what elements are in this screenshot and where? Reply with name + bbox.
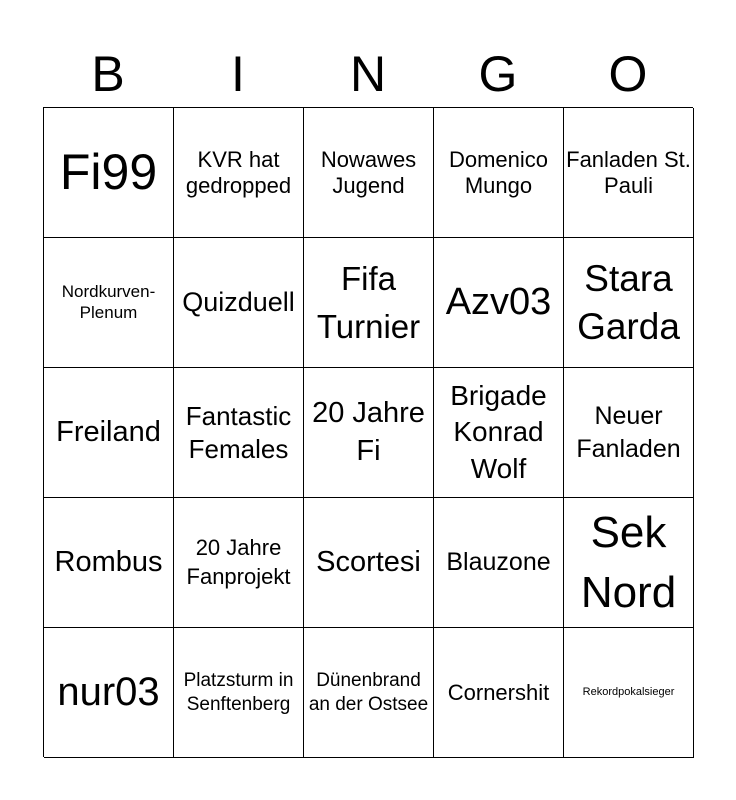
cell-label: KVR hat gedropped (185, 146, 292, 198)
bingo-cell[interactable] (564, 628, 694, 758)
cell-label: 20 Jahre Fi (312, 397, 425, 467)
bingo-cell[interactable] (304, 628, 434, 758)
cell-label: Dünenbrand an der Ostsee (308, 669, 429, 715)
cell-label: Stara Garda (577, 258, 680, 347)
header-letter-b: B (91, 46, 125, 102)
cell-label: Quizduell (182, 286, 295, 317)
bingo-cell[interactable] (434, 238, 564, 368)
bingo-cell[interactable] (304, 108, 434, 238)
bingo-cell[interactable] (174, 108, 304, 238)
bingo-cell[interactable] (564, 108, 694, 238)
header-letter-n: N (349, 46, 387, 102)
cell-label: Blauzone (446, 547, 551, 576)
bingo-cell[interactable] (304, 368, 434, 498)
cell-label: Azv03 (445, 281, 552, 324)
bingo-cell[interactable] (434, 108, 564, 238)
bingo-cell[interactable] (434, 628, 564, 758)
cell-label: Nowawes Jugend (320, 146, 417, 198)
bingo-header (43, 40, 693, 108)
bingo-cell[interactable] (174, 498, 304, 628)
cell-label: Rombus (54, 546, 163, 579)
cell-label: nur03 (57, 669, 160, 714)
bingo-cell[interactable] (304, 498, 434, 628)
bingo-cell[interactable] (564, 498, 694, 628)
cell-label: Brigade Konrad Wolf (450, 379, 547, 484)
bingo-cell[interactable] (174, 368, 304, 498)
cell-label: Fanladen St. Pauli (566, 146, 691, 198)
cell-label: 20 Jahre Fanprojekt (186, 534, 291, 589)
cell-label: Domenico Mungo (448, 146, 549, 198)
bingo-cell[interactable] (44, 368, 174, 498)
bingo-cell[interactable] (44, 498, 174, 628)
cell-label: Neuer Fanladen (576, 402, 681, 463)
bingo-cell[interactable] (44, 238, 174, 368)
bingo-cell[interactable] (564, 368, 694, 498)
bingo-cell[interactable] (564, 238, 694, 368)
cell-label: Rekordpokalsieger (582, 686, 675, 699)
bingo-cell[interactable] (174, 628, 304, 758)
header-letter-i: I (231, 46, 245, 102)
bingo-grid (43, 107, 693, 757)
bingo-cell[interactable] (174, 238, 304, 368)
bingo-cell[interactable] (44, 108, 174, 238)
cell-label: Fantastic Females (185, 401, 292, 464)
bingo-cell[interactable] (434, 368, 564, 498)
cell-label: Sek Nord (580, 508, 677, 617)
cell-label: Cornershit (447, 679, 550, 705)
cell-label: Fi99 (59, 144, 158, 200)
bingo-cell[interactable] (434, 498, 564, 628)
cell-label: Nordkurven-Plenum (61, 282, 156, 322)
cell-label: Freiland (56, 416, 161, 449)
cell-label: Scortesi (316, 546, 421, 579)
header-letter-g: G (478, 46, 518, 102)
bingo-cell[interactable] (304, 238, 434, 368)
cell-label: Platzsturm in Senftenberg (183, 669, 294, 715)
cell-label: Fifa Turnier (316, 259, 421, 345)
header-letter-o: O (608, 46, 648, 102)
bingo-cell[interactable] (44, 628, 174, 758)
